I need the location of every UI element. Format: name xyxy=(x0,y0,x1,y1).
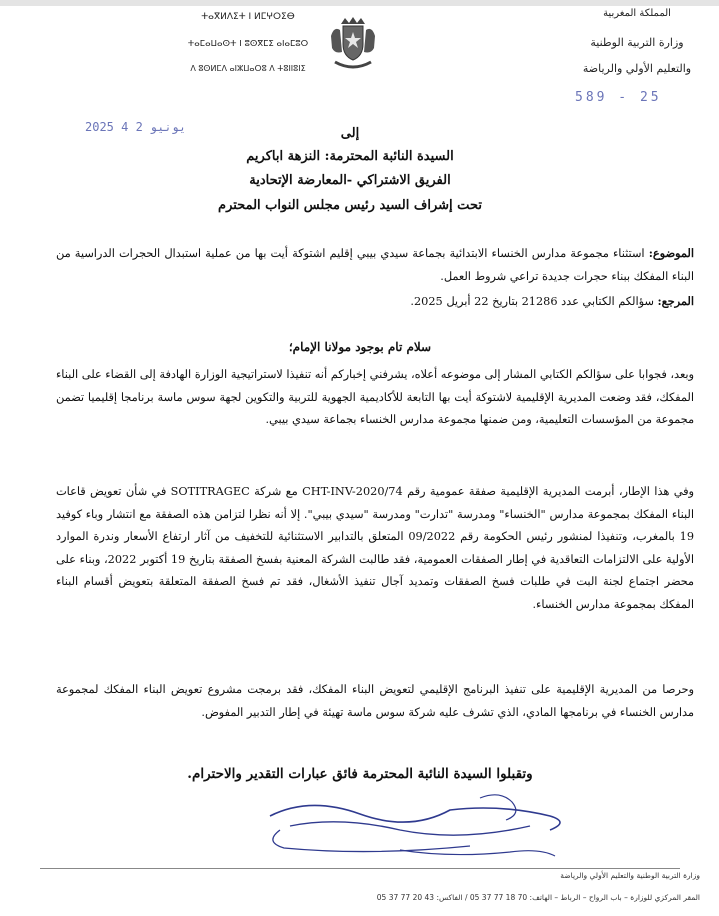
header-ministry-name-2: والتعليم الأولي والرياضة xyxy=(582,62,692,75)
header-tifinagh-line-2: ⵜⴰⵎⴰⵡⴰⵙⵜ ⵏ ⵓⵙⴳⵎⵉ ⴰⵏⴰⵎⵓⵔ xyxy=(187,39,309,49)
body-paragraph-2: وفي هذا الإطار، أبرمت المديرية الإقليمية صفقة عمومية رقم CHT-INV-2020/74 مع شركة SOTITRAGEC في شأن تعويض قاعات البناء المفكك بمجموعة مدارس "الخنساء" ومدرسة "تدارت" ومدرسة "سيدي بيبي". إلا أنه نظرا لتزامن هذه الصفقة مع انتشار وباء كوفيد 19 بالمغرب، وتنفيذا لمنشور رئيس الحكومة رقم 09/2022 المتعلق بالتدابير الاستثنائية للتخفيف من آثار ارتفاع الأسعار وندرة الموارد الأولية على الالتزامات التعاقدية في إطار الصفقات العمومية، فقد طالبت الشركة المعنية بفسخ الصفقة بتاريخ 19 أكتوبر 2022، وبناء على محضر اجتماع لجنة البت في طلبات فسخ الصفقات وتمديد آجال تنفيذ الأشغال، فقد تم فسخ الصفقة المتعلقة بتعويض أقسام البناء المفكك بمجموعة مدارس الخنساء. xyxy=(56,485,695,611)
handwritten-signature xyxy=(250,786,600,862)
reference-number-stamp: 589 - 25 xyxy=(575,90,662,105)
scan-top-edge xyxy=(0,0,719,6)
reference-label: المرجع: xyxy=(657,294,694,308)
addressee-line-3: تحت إشراف السيد رئيس مجلس النواب المحترم xyxy=(218,198,482,213)
header-tifinagh-line-1: ⵜⴰⴳⵍⴷⵉⵜ ⵏ ⵍⵎⵖⵔⵉⴱ xyxy=(201,12,295,22)
reference-paragraph xyxy=(56,290,694,314)
subject-paragraph xyxy=(56,242,694,288)
greeting: سلام تام بوجود مولانا الإمام؛ xyxy=(288,340,432,354)
header-tifinagh-line-3: ⴷ ⵓⵙⵍⵎⴷ ⴰⵏⵣⵡⴰⵔⵓ ⴷ ⵜⵓⵏⵏⵓⵏⵉ xyxy=(190,64,306,73)
header-kingdom-name: المملكة المغربية xyxy=(603,8,671,19)
addressee-line-1: السيدة النائبة المحترمة: النزهة اباكريم xyxy=(246,149,454,164)
addressee-line-2: الفريق الاشتراكي -المعارضة الإتحادية xyxy=(249,173,451,188)
footer-ministry: وزارة التربية الوطنية والتعليم الأولي والرياضة xyxy=(560,871,700,880)
subject-label: الموضوع: xyxy=(648,246,694,260)
reference-text: سؤالكم الكتابي عدد 21286 بتاريخ 22 أبريل 2025. xyxy=(410,295,658,308)
addressee-to: إلى xyxy=(340,126,360,141)
header-ministry-name: وزارة التربية الوطنية xyxy=(590,36,684,49)
moroccan-coat-of-arms-icon xyxy=(327,14,379,72)
footer-address: المقر المركزي للوزارة – باب الرواح – الرباط – الهاتف: 70 18 77 37 05 / الفاكس: 43 20 77 37 05 xyxy=(376,893,700,902)
closing-formula: وتقبلوا السيدة النائبة المحترمة فائق عبارات التقدير والاحترام. xyxy=(187,766,533,782)
body-paragraph-3: وحرصا من المديرية الإقليمية على تنفيذ البرنامج الإقليمي لتعويض البناء المفكك، فقد برمجت مشروع تعويض البناء المفكك لمجموعة مدارس الخنساء في برنامجها المادي، الذي تشرف عليه شركة سوس ماسة تهيئة في إطار التدبير المفوض. xyxy=(56,683,694,719)
footer-divider xyxy=(40,868,680,869)
date-stamp: 2025 يونيو 2 4 xyxy=(85,120,187,134)
subject-text: استثناء مجموعة مدارس الخنساء الابتدائية بجماعة سيدي بيبي إقليم اشتوكة أيت بها من عملية استبدال الحجرات الدراسية من البناء المفكك ببناء حجرات جديدة تراعي شروط العمل. xyxy=(56,247,694,283)
body-paragraph-1: وبعد، فجوابا على سؤالكم الكتابي المشار إلى موضوعه أعلاه، يشرفني إخباركم أنه تنفيذا لاستراتيجية الوزارة الهادفة إلى القضاء على البناء المفكك، فقد وضعت المديرية الإقليمية لاشتوكة أيت بها التابعة للأكاديمية الجهوية للتربية والتكوين لجهة سوس ماسة برنامجا إقليميا تضمن مجموعة من المؤسسات التعليمية، ومن ضمنها مجموعة مدارس الخنساء بجماعة سيدي بيبي. xyxy=(56,368,694,426)
